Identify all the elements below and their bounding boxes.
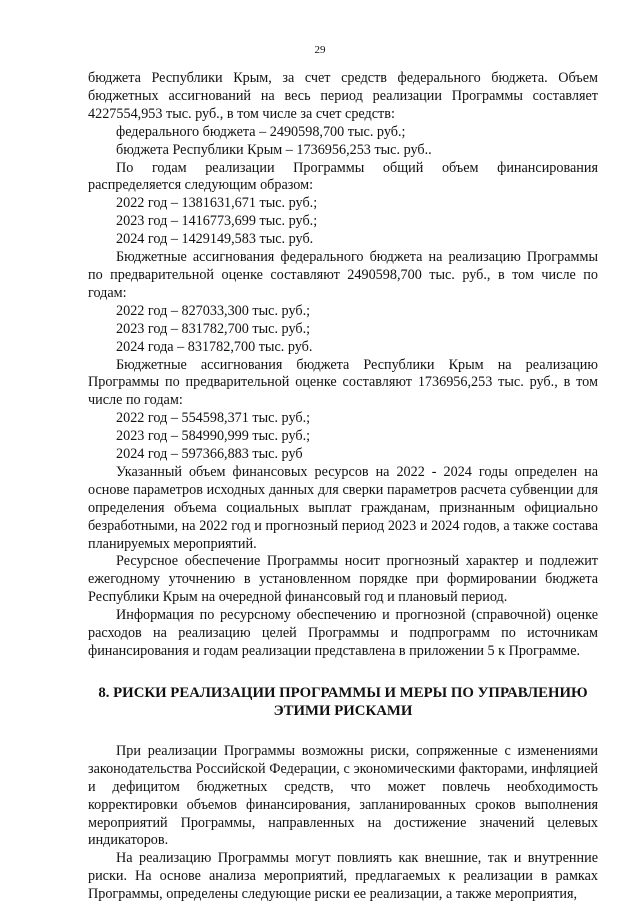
paragraph: При реализации Программы возможны риски, сопряженные с изменениями законодательства Российской Федерации, с экономическими факторами, инфляцией и дефицитом бюджетных средств, что может повлечь необходимость корректировки объемов финансирования, запланированных сроков выполнения мероприятий Программы, направленных на достижение значений целевых индикаторов.	[88, 742, 598, 849]
paragraph: Ресурсное обеспечение Программы носит прогнозный характер и подлежит ежегодному уточнению в установленном порядке при формировании бюджета Республики Крым на очередной финансовый год и плановый период.	[88, 553, 598, 606]
list-item: 2022 год – 554598,371 тыс. руб.;	[116, 410, 311, 427]
paragraph: бюджета Республики Крым, за счет средств федерального бюджета. Объем бюджетных ассигнований на весь период реализации Программы составляет 4227554,953 тыс. руб., в том числе за счет средств:	[88, 70, 598, 122]
paragraph: Указанный объем финансовых ресурсов на 2022 - 2024 годы определен на основе параметров исходных данных для сверки параметров расчета субвенции для определения объема социальных выплат гражданам, признанным официально безработными, на 2022 год и прогнозный период 2023 и 2024 годов, а также состава планируемых мероприятий.	[88, 463, 598, 552]
list-item: 2022 год – 1381631,671 тыс. руб.;	[116, 195, 318, 212]
list-item: бюджета Республики Крым – 1736956,253 тыс. руб..	[116, 141, 432, 158]
budget-section	[88, 70, 598, 661]
list-item: 2023 год – 831782,700 тыс. руб.;	[116, 320, 311, 337]
list-item: 2024 год – 597366,883 тыс. руб	[116, 446, 303, 463]
document-body	[88, 70, 598, 904]
list-item: 2023 год – 1416773,699 тыс. руб.;	[116, 213, 318, 230]
page-number: 29	[314, 44, 326, 56]
list-item: 2022 год – 827033,300 тыс. руб.;	[116, 302, 311, 319]
risks-section	[88, 743, 598, 904]
paragraph: Бюджетные ассигнования федерального бюджета на реализацию Программы по предварительной оценке составляют 2490598,700 тыс. руб., в том числе по годам:	[88, 249, 598, 301]
list-item: федерального бюджета – 2490598,700 тыс. руб.;	[116, 123, 406, 140]
paragraph: По годам реализации Программы общий объем финансирования распределяется следующим образом:	[88, 159, 598, 194]
paragraph: На реализацию Программы могут повлиять как внешние, так и внутренние риски. На основе анализа мероприятий, предлагаемых к реализации в рамках Программы, определены следующие риски ее реализации, а также мероприятия,	[88, 850, 598, 903]
list-item: 2024 год – 1429149,583 тыс. руб.	[116, 231, 314, 248]
list-item: 2024 года – 831782,700 тыс. руб.	[116, 338, 313, 355]
section-heading-line: 8. РИСКИ РЕАЛИЗАЦИИ ПРОГРАММЫ И МЕРЫ ПО УПРАВЛЕНИЮ	[98, 684, 588, 701]
section-heading	[88, 684, 598, 721]
paragraph: Информация по ресурсному обеспечению и прогнозной (справочной) оценке расходов на реализацию целей Программы и подпрограмм по источникам финансирования и годам реализации представлена в приложении 5 к Программе.	[88, 607, 598, 659]
section-heading-line: ЭТИМИ РИСКАМИ	[273, 703, 413, 720]
list-item: 2023 год – 584990,999 тыс. руб.;	[116, 428, 311, 445]
paragraph: Бюджетные ассигнования бюджета Республики Крым на реализацию Программы по предварительной оценке составляют 1736956,253 тыс. руб., в том числе по годам:	[88, 356, 598, 409]
